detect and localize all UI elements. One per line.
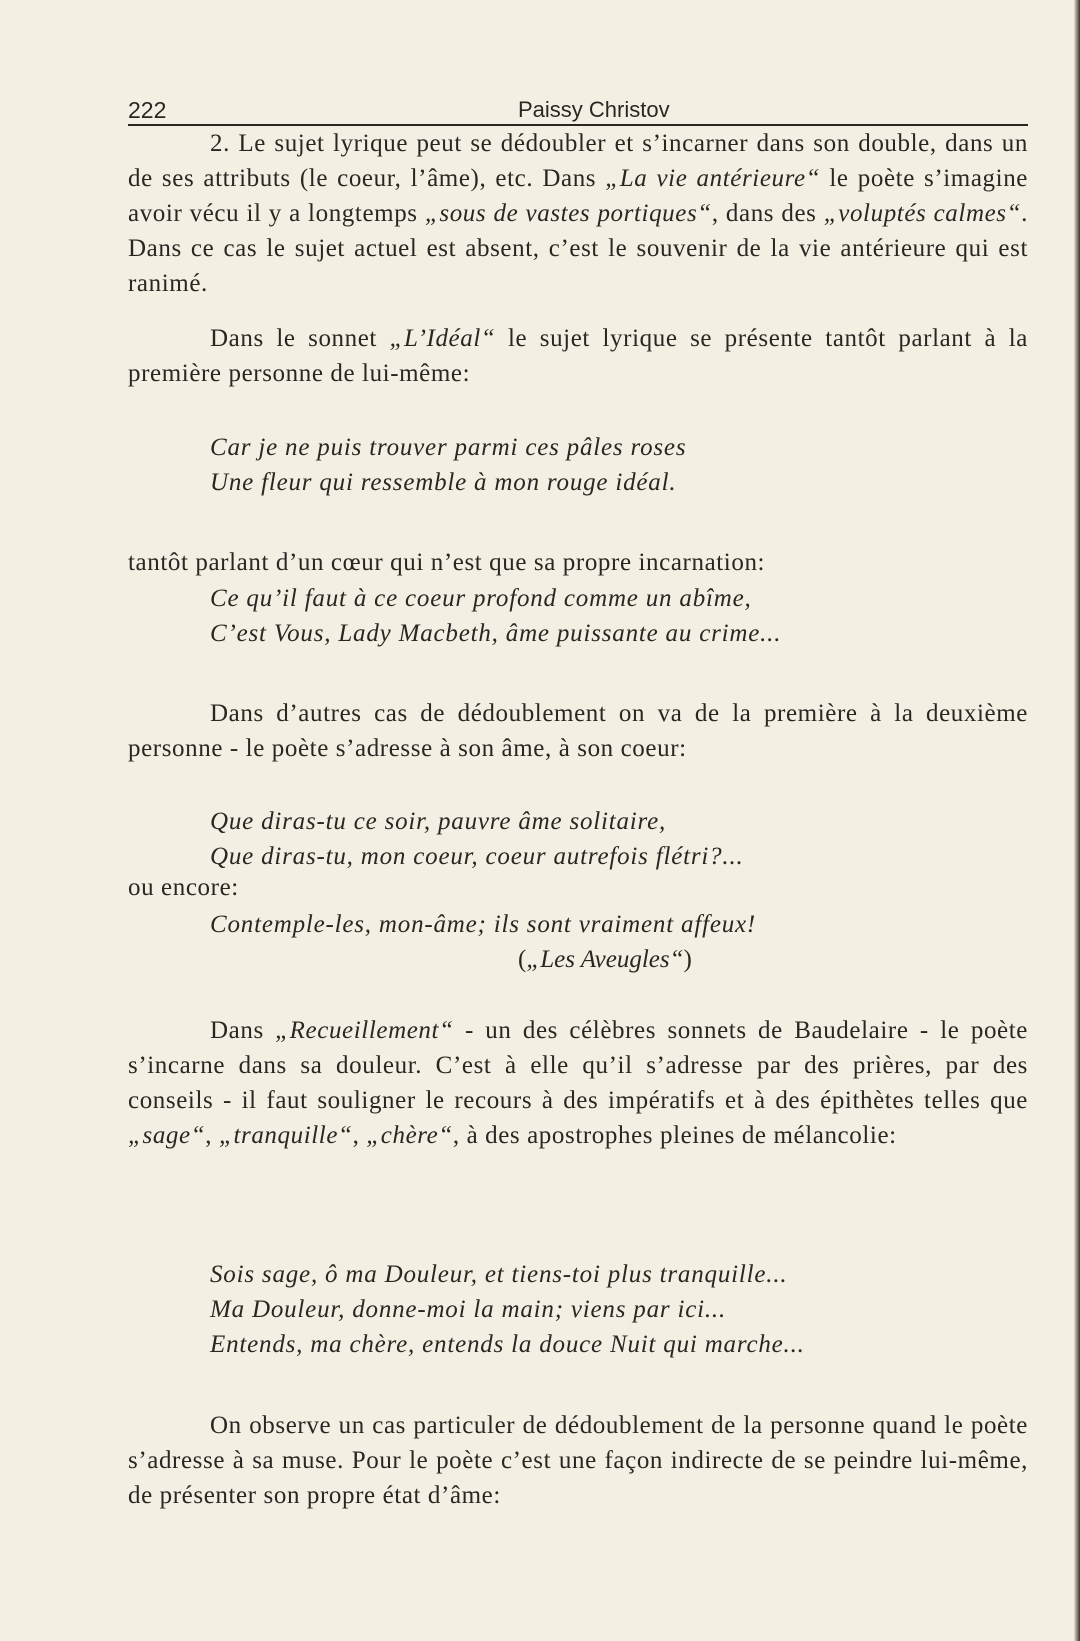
verse-macbeth: [210, 581, 781, 651]
paragraph-coeur: [128, 545, 1028, 580]
running-head: Paissy Christov: [518, 97, 670, 122]
verse-line: Que diras-tu, mon coeur, coeur autrefois flétri?...: [210, 843, 744, 870]
verse-line: Contemple-les, mon-âme; ils sont vraiment affeux!: [210, 911, 757, 938]
page-header: [128, 88, 1028, 126]
text: Dans: [210, 1017, 276, 1044]
text: ,: [205, 1122, 219, 1149]
verse-line: Que diras-tu ce soir, pauvre âme solitaire,: [210, 808, 667, 835]
verse-line: Ce qu’il faut à ce coeur profond comme un abîme,: [210, 585, 752, 612]
verse-line: Sois sage, ô ma Douleur, et tiens-toi plus tranquille...: [210, 1261, 788, 1288]
text: , dans des: [711, 200, 824, 227]
text: tantôt parlant d’un cœur qui n’est que sa propre incarnation:: [128, 549, 766, 576]
quoted-word: „chère“: [366, 1122, 453, 1149]
text: , à des apostrophes pleines de mélancolie:: [452, 1122, 897, 1149]
verse-solitaire: [210, 804, 744, 874]
text: . Dans ce cas le sujet actuel est absent, c’est le souvenir de la vie antérieure qui est ranimé.: [128, 200, 1028, 297]
verse-line: Ma Douleur, donne-moi la main; viens par ici...: [210, 1296, 727, 1323]
text: Dans le sonnet: [210, 325, 390, 352]
paragraph-ideal: [128, 321, 1028, 391]
verse-line: Une fleur qui ressemble à mon rouge idéal.: [210, 469, 677, 496]
text: - un des célèbres sonnets de Baudelaire - le poète s’incarne dans sa douleur. C’est à elle qu’il s’adresse par des prières, par des conseils - il faut souligner le recours à des impératifs et à des épithètes telles que: [128, 1017, 1028, 1114]
verse-line: C’est Vous, Lady Macbeth, âme puissante au crime...: [210, 620, 782, 647]
paragraph-dedoublement: [128, 696, 1028, 766]
quoted-title: „Les Aveugles“: [526, 946, 684, 973]
quoted-word: „sage“: [128, 1122, 206, 1149]
paragraph-ou-encore: [128, 870, 1028, 905]
verse-line: Car je ne puis trouver parmi ces pâles roses: [210, 434, 687, 461]
paragraph-muse: [128, 1408, 1028, 1513]
verse-douleur: [210, 1257, 805, 1362]
text: ou encore:: [128, 874, 239, 901]
attribution: („Les Aveugles“): [518, 946, 692, 973]
verse-line: Entends, ma chère, entends la douce Nuit qui marche...: [210, 1331, 805, 1358]
text: 2. Le sujet lyrique peut se dédoubler et s’incarner dans son double, dans un de ses attributs (le coeur, l’âme), etc. Dans: [128, 130, 1028, 192]
page-number: 222: [128, 97, 167, 123]
quoted-phrase: „voluptés calmes“: [823, 200, 1022, 227]
text: On observe un cas particuler de dédoublement de la personne quand le poète s’adresse à sa muse. Pour le poète c’est une façon indirecte de se peindre lui-même, de présenter son propre état d’âme:: [128, 1412, 1028, 1509]
quoted-word: „tranquille“: [218, 1122, 353, 1149]
text: le poète s’imagine avoir vécu il y a longtemps: [128, 165, 1028, 227]
quoted-title: „La vie antérieure“: [605, 165, 821, 192]
quoted-title: „L’Idéal“: [389, 325, 496, 352]
quoted-phrase: „sous de vastes portiques“: [424, 200, 712, 227]
text: le sujet lyrique se présente tantôt parlant à la première personne de lui-même:: [128, 325, 1028, 387]
paragraph-vie-anterieure: [128, 126, 1028, 301]
text: ,: [352, 1122, 367, 1149]
text: Dans d’autres cas de dédoublement on va de la première à la deuxième personne - le poète s’adresse à son âme, à son coeur:: [128, 700, 1028, 762]
paragraph-recueillement: [128, 1013, 1028, 1153]
quoted-title: „Recueillement“: [275, 1017, 454, 1044]
page-edge-shadow: [1074, 0, 1080, 1641]
verse-aveugles: [210, 907, 756, 942]
verse-ideal: [210, 430, 686, 500]
